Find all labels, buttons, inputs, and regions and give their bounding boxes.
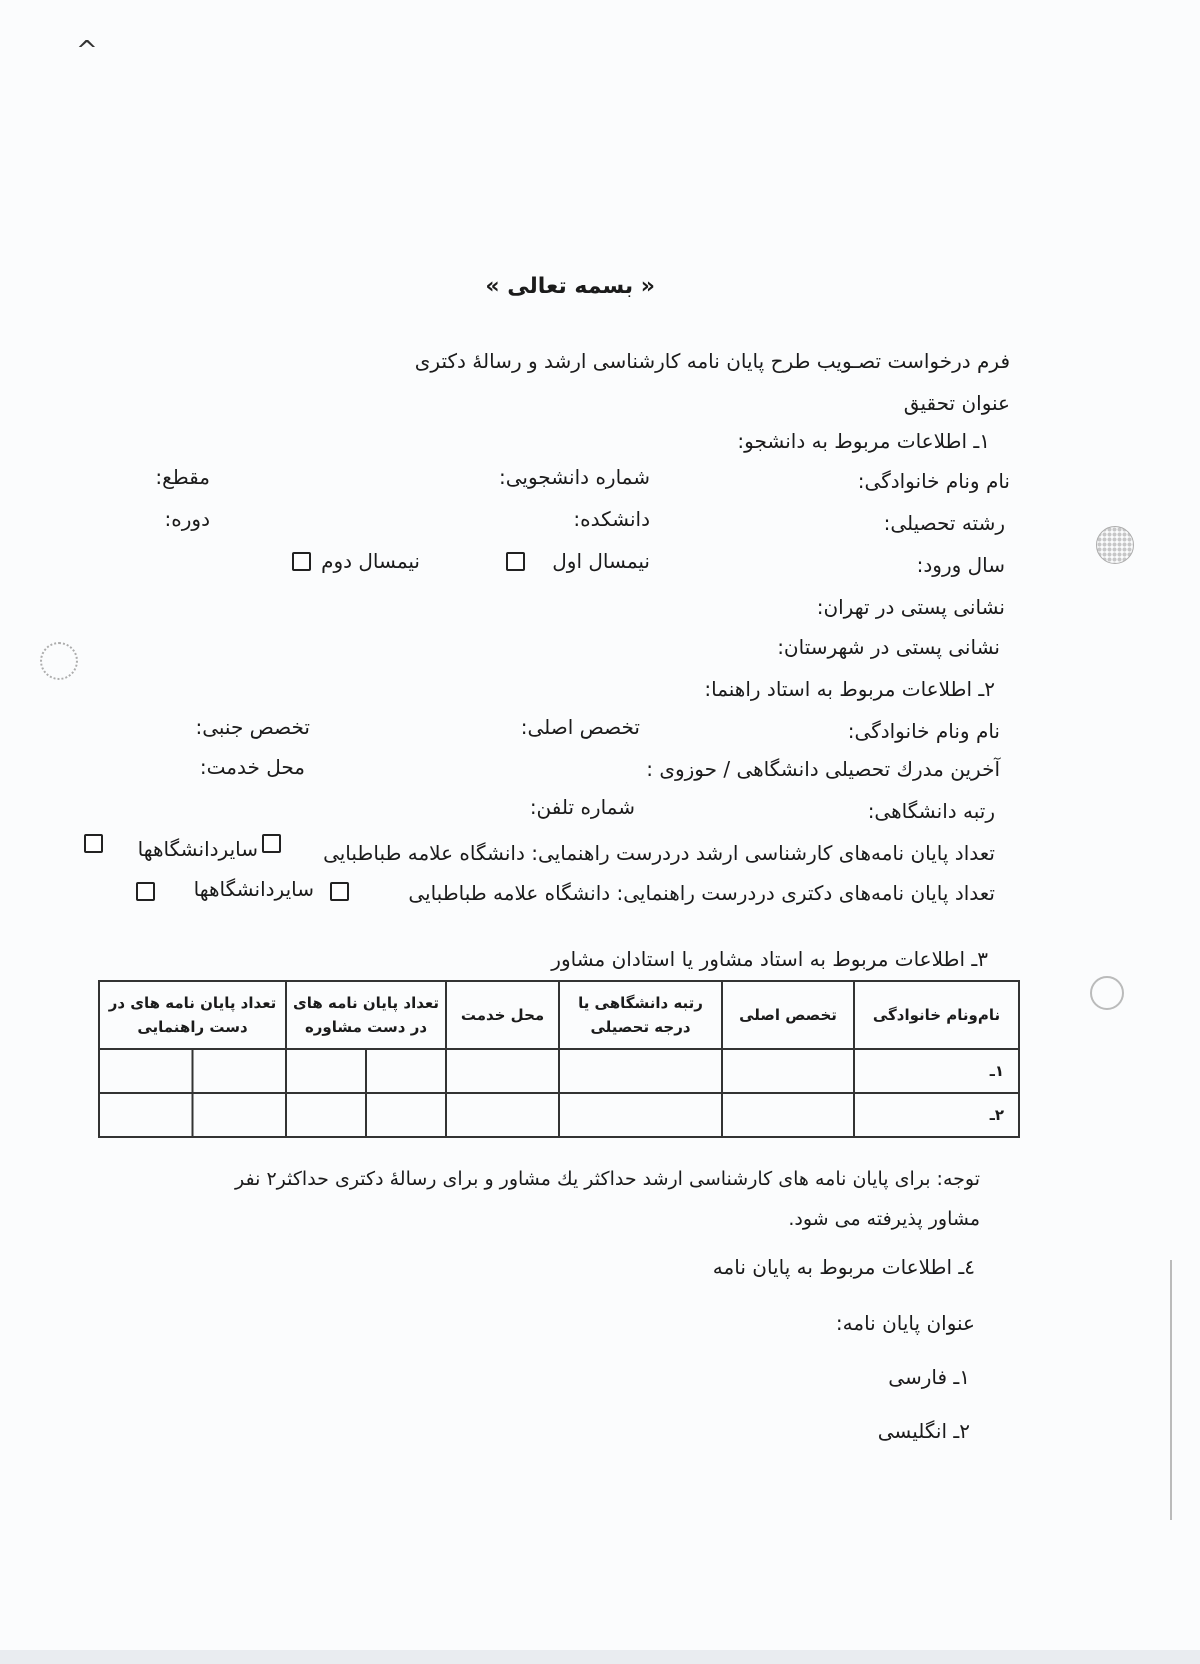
phd-atu-checkbox[interactable] (330, 882, 349, 901)
faculty-label: دانشكده: (573, 507, 650, 531)
semester1-label: نيمسال اول (552, 549, 650, 573)
ma-other-universities-checkbox[interactable] (84, 834, 103, 853)
last-degree-label: آخرين مدرك تحصيلی دانشگاهی / حوزوی : (646, 757, 1000, 781)
form-title: فرم درخواست تصـويب طرح پايان نامه كارشناسی ارشد و رسالهٔ دكتری (414, 349, 1010, 373)
right-edge-line (1170, 1260, 1172, 1520)
row-number: ١ـ (854, 1049, 1019, 1093)
ma-atu-checkbox[interactable] (262, 834, 281, 853)
phd-other-universities-checkbox[interactable] (136, 882, 155, 901)
thesis-title-persian-label: ١ـ فارسی (888, 1365, 970, 1389)
workplace-label: محل خدمت: (199, 755, 305, 779)
header-main-specialty: تخصص اصلی (722, 981, 854, 1049)
semester1-checkbox[interactable] (506, 552, 525, 571)
semester2-label: نيمسال دوم (321, 549, 420, 573)
phone-label: شماره تلفن: (529, 795, 635, 819)
student-number-label: شماره دانشجويی: (499, 465, 650, 489)
table-row (99, 1093, 1019, 1137)
section3-heading: ٣ـ اطلاعات مربوط به استاد مشاور يا استادان مشاور (551, 947, 988, 971)
address-tehran-label: نشانی پستی در تهران: (816, 595, 1005, 619)
table-cell[interactable] (559, 1093, 722, 1137)
section4-heading: ٤ـ اطلاعات مربوط به پايان نامه (712, 1255, 975, 1279)
section2-heading: ٢ـ اطلاعات مربوط به استاد راهنما: (704, 677, 995, 701)
phd-other-universities-label: سايردانشگاهها (193, 877, 314, 901)
table-cell[interactable] (286, 1093, 446, 1137)
table-cell[interactable] (446, 1093, 559, 1137)
header-supervising-count: تعداد پايان نامه های در دست راهنمايی (99, 981, 286, 1049)
caret-mark-icon: ^ (76, 36, 98, 66)
note-line1: توجه: برای پايان نامه های كارشناسی ارشد حداكثر يك مشاور و برای رسالهٔ دكتری حداكثر٢ نفر (235, 1168, 980, 1190)
ma-other-universities-label: سايردانشگاهها (137, 837, 258, 861)
header-full-name: نام‌ونام خانوادگی (854, 981, 1019, 1049)
punch-hole-seal-icon (1090, 976, 1124, 1010)
thesis-title-english-label: ٢ـ انگليسی (877, 1419, 970, 1443)
phd-theses-label: تعداد پايان نامه‌های دكتری دردرست راهنمايی: دانشگاه علامه طباطبايی (408, 881, 995, 905)
ma-theses-label: تعداد پايان نامه‌های كارشناسی ارشد دردرست راهنمايی: دانشگاه علامه طباطبايی (323, 841, 995, 865)
supervisor-name-label: نام ونام خانوادگی: (847, 719, 1000, 743)
academic-rank-label: رتبه دانشگاهی: (867, 799, 995, 823)
entry-year-label: سال ورود: (916, 553, 1005, 577)
thesis-title-label: عنوان پايان نامه: (835, 1311, 975, 1335)
field-of-study-label: رشته تحصيلی: (883, 511, 1005, 535)
table-cell[interactable] (286, 1049, 446, 1093)
research-title-label: عنوان تحقيق (903, 391, 1010, 415)
student-name-label: نام ونام خانوادگی: (857, 469, 1010, 493)
course-label: دوره: (164, 507, 210, 531)
note-line2: مشاور پذيرفته می شود. (788, 1208, 980, 1230)
header-academic-rank: رتبه دانشگاهی يا درجه تحصيلی (559, 981, 722, 1049)
section1-heading: ١ـ اطلاعات مربوط به دانشجو: (737, 429, 990, 453)
minor-specialty-label: تخصص جنبی: (195, 715, 310, 739)
table-row (99, 1049, 1019, 1093)
semester2-checkbox[interactable] (292, 552, 311, 571)
advisors-table-header-row (99, 981, 1019, 1049)
bottom-scan-band (0, 1650, 1200, 1664)
grade-label: مقطع: (155, 465, 210, 489)
table-cell[interactable] (559, 1049, 722, 1093)
table-cell[interactable] (722, 1093, 854, 1137)
advisors-table (98, 980, 1020, 1138)
header-advising-count: تعداد پايان نامه های در دست مشاوره (286, 981, 446, 1049)
table-cell[interactable] (99, 1049, 286, 1093)
row-number: ٢ـ (854, 1093, 1019, 1137)
address-city-label: نشانی پستی در شهرستان: (777, 635, 1000, 659)
punch-hole-seal-icon (40, 642, 78, 680)
table-cell[interactable] (446, 1049, 559, 1093)
basmala-heading: « بسمه تعالی » (485, 274, 655, 299)
table-cell[interactable] (722, 1049, 854, 1093)
main-specialty-label: تخصص اصلی: (520, 715, 640, 739)
punch-hole-seal-icon (1096, 526, 1134, 564)
header-workplace: محل خدمت (446, 981, 559, 1049)
table-cell[interactable] (99, 1093, 286, 1137)
